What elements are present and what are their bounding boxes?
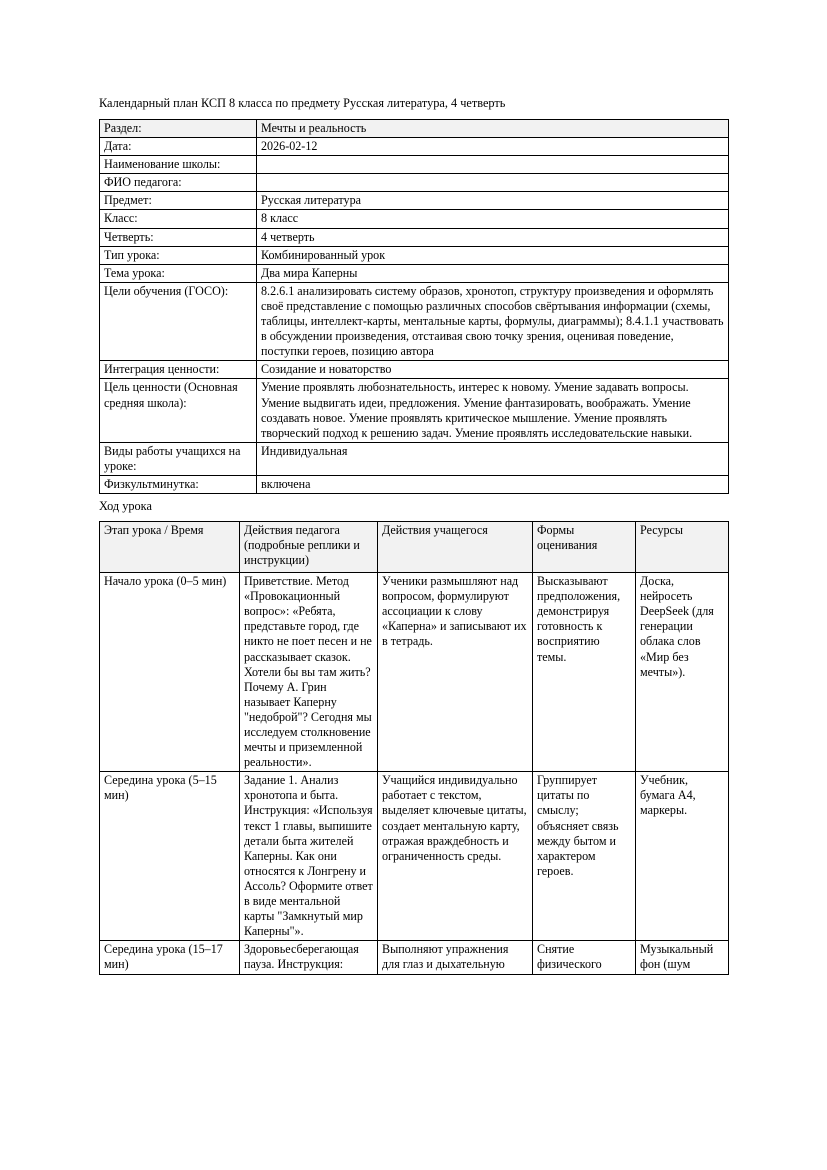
lesson-flow-table	[99, 521, 729, 974]
table-row	[100, 941, 729, 974]
section-caption: Ход урока	[99, 499, 152, 514]
table-row	[100, 264, 729, 282]
table-row	[100, 192, 729, 210]
lesson-flow-body	[100, 573, 729, 974]
resources-cell: Учебник, бумага А4, маркеры.	[636, 772, 729, 941]
info-value-cell: Комбинированный урок	[257, 246, 729, 264]
student-actions-cell: Учащийся индивидуально работает с текстом, выделяет ключевые цитаты, создает ментальную карту, отражая враждебность и ограниченность среды.	[378, 772, 533, 941]
assessment-cell: Группирует цитаты по смыслу; объясняет связь между бытом и характером героев.	[533, 772, 636, 941]
info-value-cell	[257, 156, 729, 174]
assessment-cell: Снятие физического	[533, 941, 636, 974]
info-label-cell: Класс:	[100, 210, 257, 228]
table-row	[100, 174, 729, 192]
info-value-cell	[257, 174, 729, 192]
info-value-cell: 2026-02-12	[257, 138, 729, 156]
resources-cell: Доска, нейросеть DeepSeek (для генерации облака слов «Мир без мечты»).	[636, 573, 729, 772]
stage-cell: Середина урока (5–15 мин)	[100, 772, 240, 941]
info-value-cell: 4 четверть	[257, 228, 729, 246]
lesson-info-body	[100, 120, 729, 494]
info-label-cell: Раздел:	[100, 120, 257, 138]
table-row	[100, 379, 729, 442]
info-value-cell: Мечты и реальность	[257, 120, 729, 138]
info-label-cell: Четверть:	[100, 228, 257, 246]
info-value-cell: включена	[257, 475, 729, 493]
column-header: Действия педагога (подробные реплики и инструкции)	[240, 522, 378, 573]
info-label-cell: Предмет:	[100, 192, 257, 210]
column-header: Ресурсы	[636, 522, 729, 573]
table-row	[100, 772, 729, 941]
info-label-cell: Тип урока:	[100, 246, 257, 264]
info-value-cell: Индивидуальная	[257, 442, 729, 475]
table-row	[100, 361, 729, 379]
resources-cell: Музыкальный фон (шум	[636, 941, 729, 974]
info-label-cell: Тема урока:	[100, 264, 257, 282]
info-value-cell: Два мира Каперны	[257, 264, 729, 282]
info-value-cell: Умение проявлять любознательность, интерес к новому. Умение задавать вопросы. Умение выдвигать идеи, предложения. Умение фантазировать, воображать. Умение создавать новое. Умение проявлять критическое мышление. Умение проявлять творческий подход к решению задач. Умение проявлять исследовательские навыки.	[257, 379, 729, 442]
info-label-cell: Виды работы учащихся на уроке:	[100, 442, 257, 475]
info-value-cell: Русская литература	[257, 192, 729, 210]
table-row	[100, 228, 729, 246]
info-label-cell: Цели обучения (ГОСО):	[100, 282, 257, 360]
table-row	[100, 246, 729, 264]
assessment-cell: Высказывают предположения, демонстрируя готовность к восприятию темы.	[533, 573, 636, 772]
teacher-actions-cell: Приветствие. Метод «Провокационный вопрос»: «Ребята, представьте город, где никто не поет песен и не рассказывает сказок. Хотели бы вы там жить? Почему А. Грин называет Каперну "недоброй"? Сегодня мы исследуем столкновение мечты и приземленной реальности».	[240, 573, 378, 772]
column-header: Действия учащегося	[378, 522, 533, 573]
table-row	[100, 156, 729, 174]
info-label-cell: Дата:	[100, 138, 257, 156]
info-value-cell: Созидание и новаторство	[257, 361, 729, 379]
student-actions-cell: Ученики размышляют над вопросом, формулируют ассоциации к слову «Каперна» и записывают их в тетрадь.	[378, 573, 533, 772]
teacher-actions-cell: Задание 1. Анализ хронотопа и быта. Инструкция: «Используя текст 1 главы, выпишите детали быта жителей Каперны. Как они относятся к Лонгрену и Ассоль? Оформите ответ в виде ментальной карты "Замкнутый мир Каперны"».	[240, 772, 378, 941]
lesson-info-table	[99, 119, 729, 494]
info-label-cell: Цель ценности (Основная средняя школа):	[100, 379, 257, 442]
table-header-row	[100, 522, 729, 573]
teacher-actions-cell: Здоровьесберегающая пауза. Инструкция:	[240, 941, 378, 974]
table-row	[100, 475, 729, 493]
info-value-cell: 8.2.6.1 анализировать систему образов, хронотоп, структуру произведения и оформлять своё представление с помощью различных способов свёртывания информации (схемы, таблицы, интеллект-карты, ментальные карты, формулы, диаграммы); 8.4.1.1 участвовать в обсуждении произведения, отстаивая свою точку зрения, оценивая поведение, поступки героев, позицию автора	[257, 282, 729, 360]
stage-cell: Середина урока (15–17 мин)	[100, 941, 240, 974]
table-row	[100, 210, 729, 228]
stage-cell: Начало урока (0–5 мин)	[100, 573, 240, 772]
table-row	[100, 573, 729, 772]
table-row	[100, 138, 729, 156]
table-row	[100, 442, 729, 475]
page-title: Календарный план КСП 8 класса по предмету Русская литература, 4 четверть	[99, 96, 506, 110]
info-label-cell: ФИО педагога:	[100, 174, 257, 192]
column-header: Формы оценивания	[533, 522, 636, 573]
table-row	[100, 120, 729, 138]
info-value-cell: 8 класс	[257, 210, 729, 228]
info-label-cell: Наименование школы:	[100, 156, 257, 174]
table-row	[100, 282, 729, 360]
info-label-cell: Физкультминутка:	[100, 475, 257, 493]
lesson-flow-header	[100, 522, 729, 573]
column-header: Этап урока / Время	[100, 522, 240, 573]
student-actions-cell: Выполняют упражнения для глаз и дыхательную	[378, 941, 533, 974]
info-label-cell: Интеграция ценности:	[100, 361, 257, 379]
